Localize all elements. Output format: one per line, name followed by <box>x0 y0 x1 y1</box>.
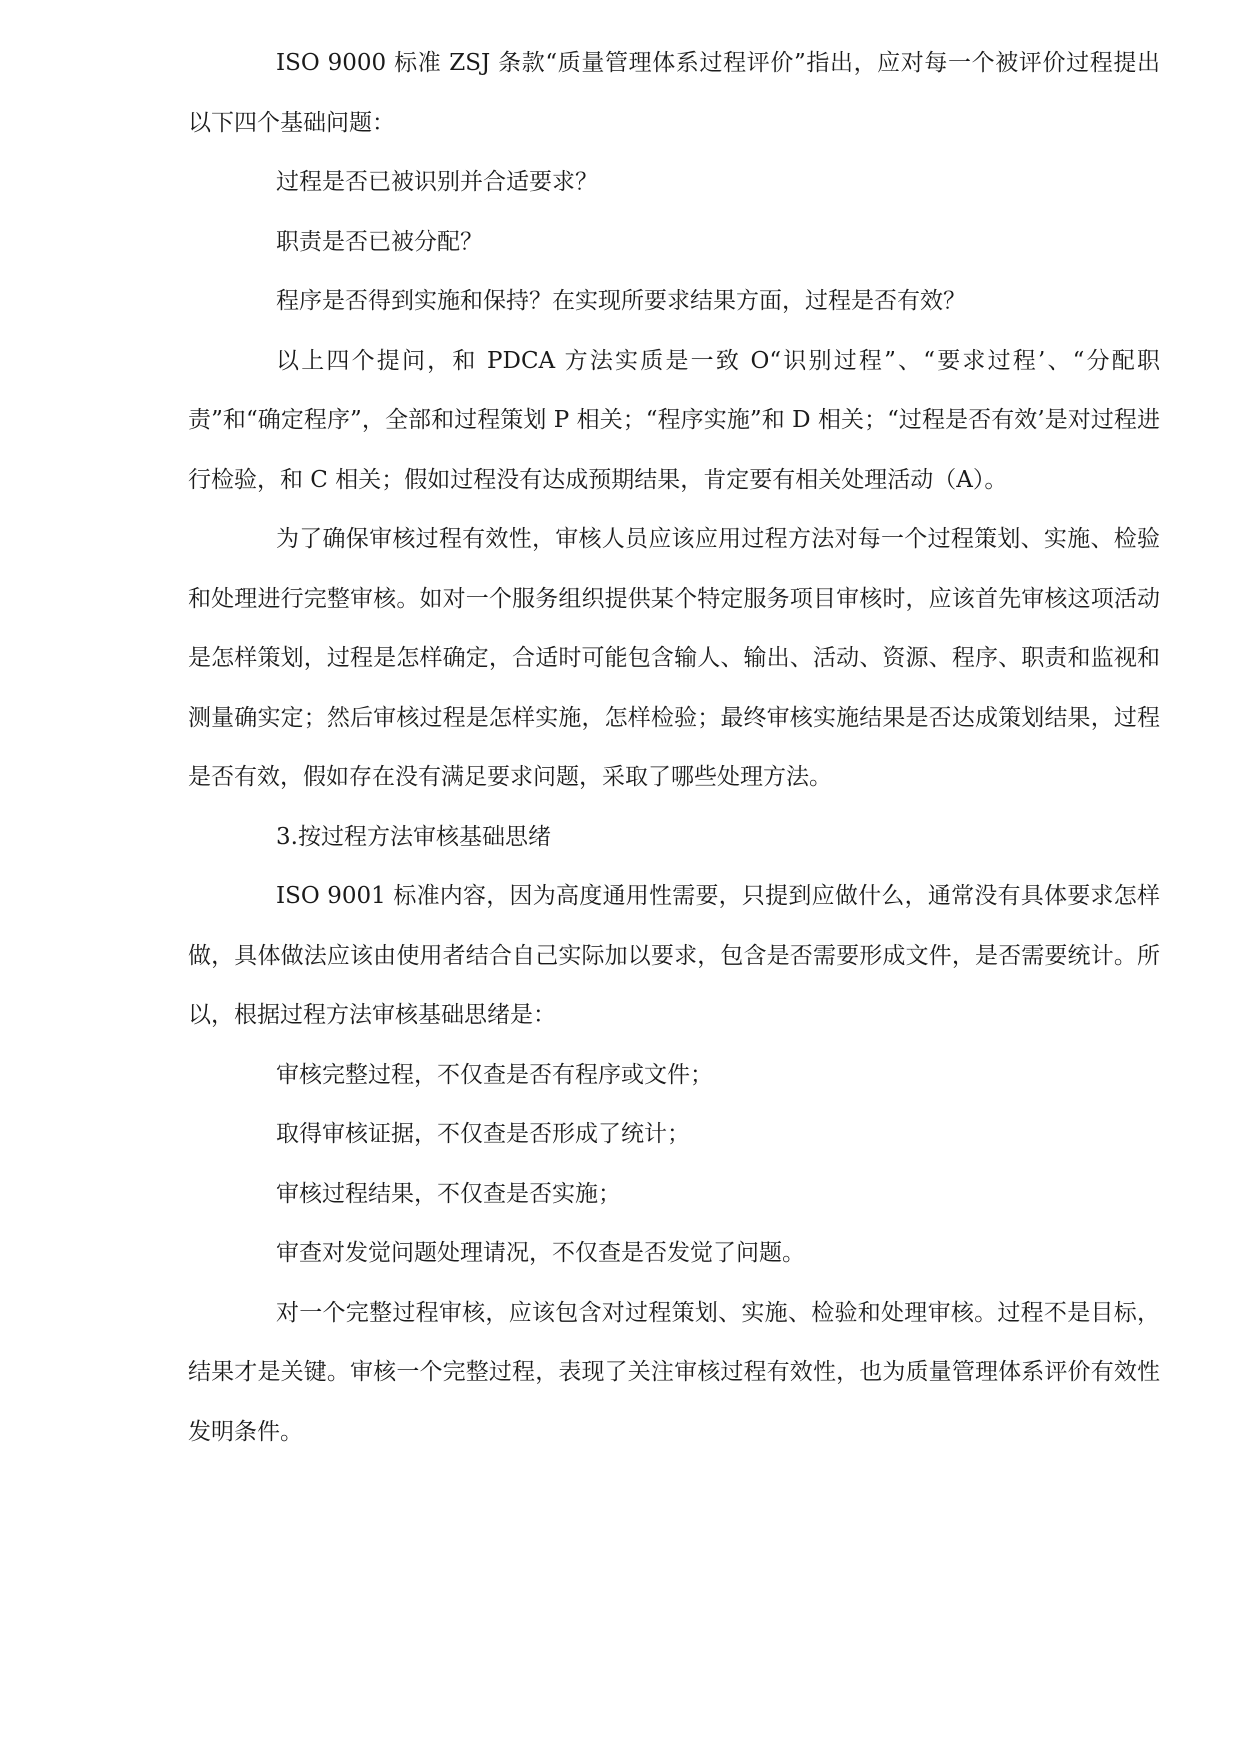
paragraph-audit-effectiveness: 为了确保审核过程有效性，审核人员应该应用过程方法对每一个过程策划、实施、检验和处理进行完整审核。如对一个服务组织提供某个特定服务项目审核时，应该首先审核这项活动是怎样策划，过程是怎样确定，合适时可能包含输人、输出、活动、资源、程序、职责和监视和测量确实定；然后审核过程是怎样实施，怎样检验；最终审核实施结果是否达成策划结果，过程是否有效，假如存在没有满足要求问题，采取了哪些处理方法。 <box>188 526 1160 790</box>
list-item-review-problem-handling: 审查对发觉问题处理请况，不仅查是否发觉了问题。 <box>276 1240 805 1266</box>
document-body <box>188 34 1160 1462</box>
paragraph-question-responsibility: 职责是否已被分配？ <box>276 228 483 255</box>
list-item-obtain-evidence: 取得审核证据，不仅查是否形成了统计； <box>276 1121 690 1147</box>
paragraph-iso9000-intro: ISO 9000 标准 ZSJ 条款“质量管理体系过程评价”指出，应对每一个被评价过程提出以下四个基础问题： <box>188 50 1160 136</box>
section-heading-process-approach: 3.按过程方法审核基础思绪 <box>276 823 551 850</box>
list-item-audit-results: 审核过程结果，不仅查是否实施； <box>276 1180 621 1207</box>
paragraph-pdca: 以上四个提问，和 PDCA 方法实质是一致 O“识别过程”、“要求过程’、“分配职责”和“确定程序”，全部和过程策划 P 相关；“程序实施”和 D 相关；“过程是否有效’是对过程进行检验，和 C 相关；假如过程没有达成预期结果，肯定要有相关处理活动（A）。 <box>188 347 1160 493</box>
list-item-audit-complete-process: 审核完整过程，不仅查是否有程序或文件； <box>276 1061 713 1088</box>
paragraph-question-identified: 过程是否已被识别并合适要求？ <box>276 169 598 195</box>
paragraph-iso9001-content: ISO 9001 标准内容，因为高度通用性需要，只提到应做什么，通常没有具体要求怎样做，具体做法应该由使用者结合自己实际加以要求，包含是否需要形成文件，是否需要统计。所以，根据过程方法审核基础思绪是： <box>188 883 1160 1028</box>
paragraph-question-procedure: 程序是否得到实施和保持？在实现所要求结果方面，过程是否有效？ <box>276 288 966 314</box>
paragraph-conclusion: 对一个完整过程审核，应该包含对过程策划、实施、检验和处理审核。过程不是目标，结果才是关键。审核一个完整过程，表现了关注审核过程有效性，也为质量管理体系评价有效性发明条件。 <box>188 1299 1160 1445</box>
